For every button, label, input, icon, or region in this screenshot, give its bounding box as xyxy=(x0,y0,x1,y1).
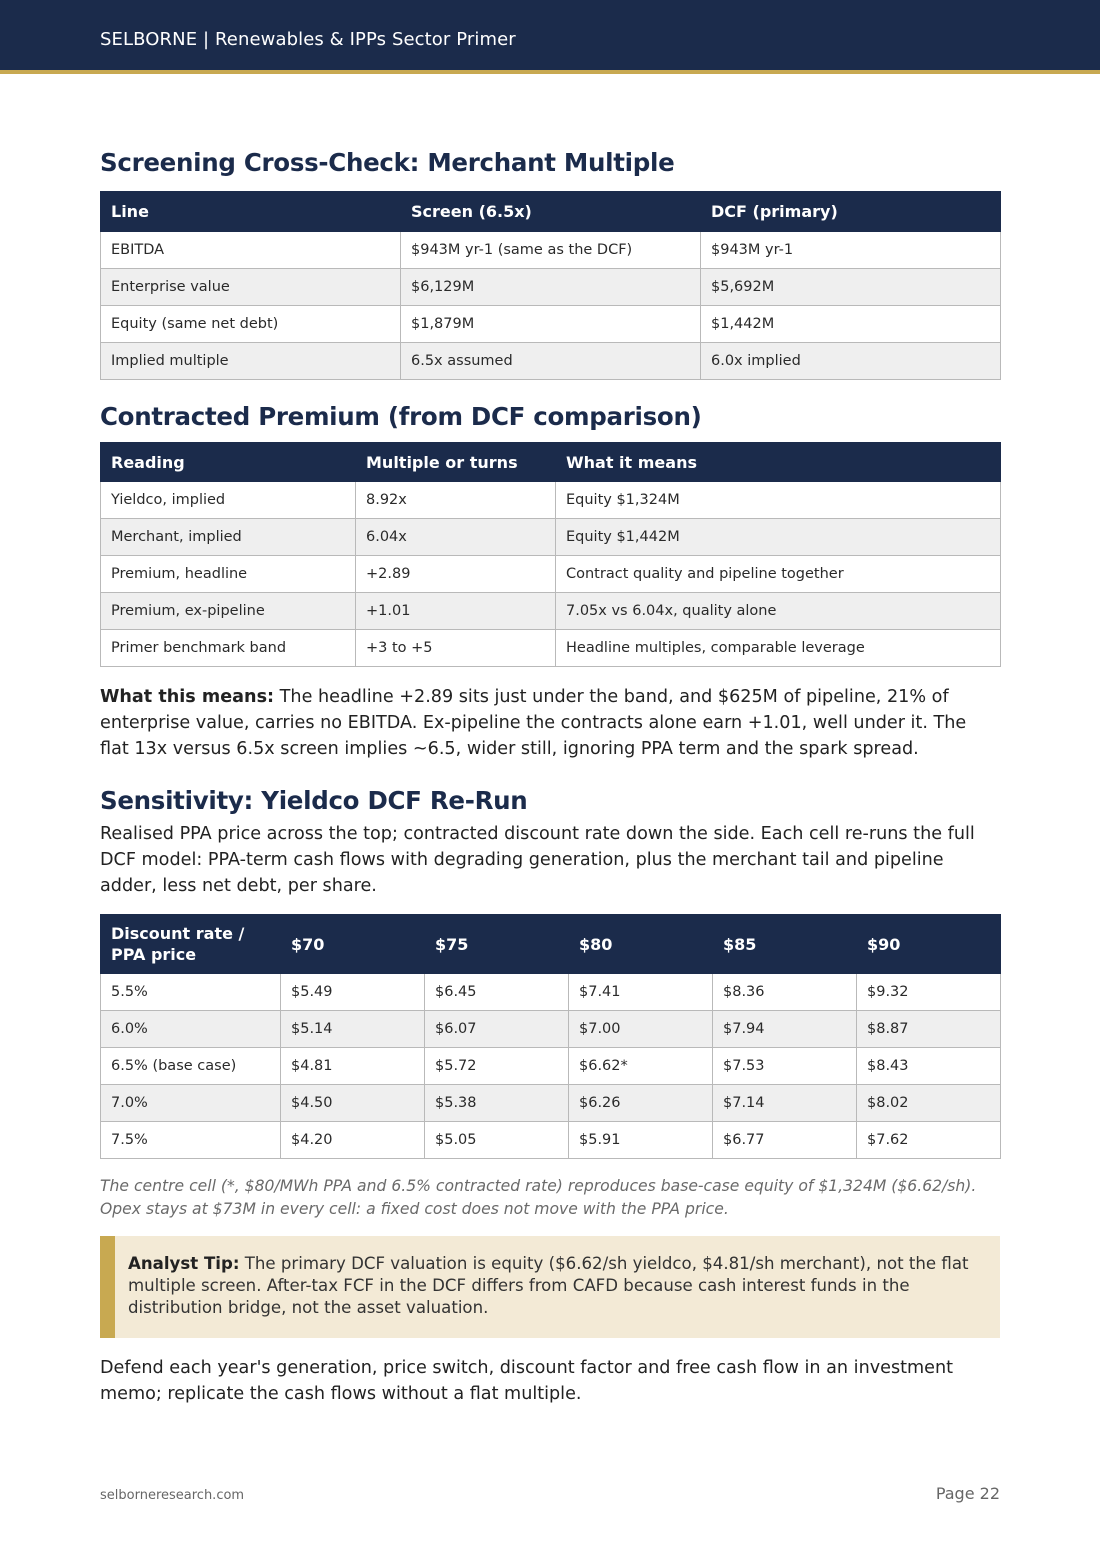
footer-page-number: Page 22 xyxy=(935,1484,1000,1503)
corner-header-line: PPA price xyxy=(111,945,197,964)
table-cell: 6.0% xyxy=(101,1011,281,1048)
table-row xyxy=(101,1122,1001,1159)
page-header xyxy=(0,0,1100,74)
table-cell: $6.07 xyxy=(425,1011,569,1048)
table-cell: $943M yr-1 xyxy=(701,232,1001,269)
column-header: $90 xyxy=(857,915,1001,974)
table-cell: $5.72 xyxy=(425,1048,569,1085)
section-heading-contracted-premium: Contracted Premium (from DCF comparison) xyxy=(100,402,702,431)
table-cell: 5.5% xyxy=(101,974,281,1011)
table-cell: $5.05 xyxy=(425,1122,569,1159)
table-cell: 7.05x vs 6.04x, quality alone xyxy=(556,593,1001,630)
footer-website: selborneresearch.com xyxy=(100,1488,245,1503)
table-cell: $7.94 xyxy=(713,1011,857,1048)
table-cell: Primer benchmark band xyxy=(101,630,356,667)
table-cell: $4.81 xyxy=(281,1048,425,1085)
table-cell: 6.04x xyxy=(356,519,556,556)
contracted-premium-table xyxy=(100,442,1001,667)
table-cell: EBITDA xyxy=(101,232,401,269)
table-cell: $9.32 xyxy=(857,974,1001,1011)
table-cell: +3 to +5 xyxy=(356,630,556,667)
table-cell: $6.45 xyxy=(425,974,569,1011)
corner-header xyxy=(101,915,281,974)
section-heading-merchant-multiple: Screening Cross-Check: Merchant Multiple xyxy=(100,148,675,177)
section-heading-sensitivity: Sensitivity: Yieldco DCF Re-Run xyxy=(100,786,528,815)
table-cell: $5.14 xyxy=(281,1011,425,1048)
table-cell: $4.50 xyxy=(281,1085,425,1122)
table-row xyxy=(101,1048,1001,1085)
header-title: SELBORNE | Renewables & IPPs Sector Primer xyxy=(100,29,516,50)
table-cell: $7.62 xyxy=(857,1122,1001,1159)
sensitivity-table xyxy=(100,914,1001,1159)
table-cell: +2.89 xyxy=(356,556,556,593)
table-header-row xyxy=(101,915,1001,974)
table-row xyxy=(101,630,1001,667)
column-header: Line xyxy=(101,192,401,232)
table-cell: $7.00 xyxy=(569,1011,713,1048)
table-row xyxy=(101,343,1001,380)
table-cell: Yieldco, implied xyxy=(101,482,356,519)
closing-paragraph: Defend each year's generation, price switch, discount factor and free cash flow in an investment memo; replicate the cash flows without a flat multiple. xyxy=(100,1358,954,1404)
table-cell: Contract quality and pipeline together xyxy=(556,556,1001,593)
table-cell: Equity $1,442M xyxy=(556,519,1001,556)
table-row xyxy=(101,482,1001,519)
analyst-tip-text: The primary DCF valuation is equity ($6.62/sh yieldco, $4.81/sh merchant), not the flat multiple screen. After-tax FCF in the DCF differs from CAFD because cash interest funds in the distribution bridge, not the asset valuation. xyxy=(128,1254,969,1317)
what-this-means-paragraph xyxy=(100,684,1000,762)
column-header: $75 xyxy=(425,915,569,974)
what-this-means-text: The headline +2.89 sits just under the band, and $625M of pipeline, 21% of enterprise value, carries no EBITDA. Ex-pipeline the contracts alone earn +1.01, well under it. The flat 13x versus 6.5x screen implies ~6.5, wider still, ignoring PPA term and the spark spread. xyxy=(100,687,967,759)
column-header: DCF (primary) xyxy=(701,192,1001,232)
analyst-tip-label: Analyst Tip: xyxy=(128,1254,240,1273)
table-cell: 6.5x assumed xyxy=(401,343,701,380)
column-header: Reading xyxy=(101,443,356,482)
what-this-means-label: What this means: xyxy=(100,687,275,707)
column-header: Multiple or turns xyxy=(356,443,556,482)
table-row xyxy=(101,269,1001,306)
table-cell: $943M yr-1 (same as the DCF) xyxy=(401,232,701,269)
table-cell: Equity (same net debt) xyxy=(101,306,401,343)
table-cell: Implied multiple xyxy=(101,343,401,380)
table-cell: $6,129M xyxy=(401,269,701,306)
table-cell: 6.5% (base case) xyxy=(101,1048,281,1085)
table-cell: Merchant, implied xyxy=(101,519,356,556)
table-row xyxy=(101,593,1001,630)
table-cell: $1,879M xyxy=(401,306,701,343)
table-row xyxy=(101,974,1001,1011)
table-cell: $7.14 xyxy=(713,1085,857,1122)
table-cell: $5.38 xyxy=(425,1085,569,1122)
column-header: Screen (6.5x) xyxy=(401,192,701,232)
table-cell: $5.91 xyxy=(569,1122,713,1159)
column-header: $80 xyxy=(569,915,713,974)
merchant-multiple-table xyxy=(100,191,1001,380)
column-header: What it means xyxy=(556,443,1001,482)
analyst-tip-box xyxy=(100,1236,1000,1338)
table-row xyxy=(101,519,1001,556)
table-header-row xyxy=(101,192,1001,232)
table-row xyxy=(101,1011,1001,1048)
table-cell: 6.0x implied xyxy=(701,343,1001,380)
analyst-tip-paragraph xyxy=(128,1253,980,1319)
page-content xyxy=(100,148,1000,1407)
table-cell: $7.41 xyxy=(569,974,713,1011)
table-row xyxy=(101,306,1001,343)
table-cell: Premium, headline xyxy=(101,556,356,593)
column-header: $70 xyxy=(281,915,425,974)
table-cell: $8.43 xyxy=(857,1048,1001,1085)
table-header-row xyxy=(101,443,1001,482)
table-row xyxy=(101,232,1001,269)
table-cell: $5.49 xyxy=(281,974,425,1011)
table-cell: Equity $1,324M xyxy=(556,482,1001,519)
table-cell: $8.36 xyxy=(713,974,857,1011)
table-cell: $6.26 xyxy=(569,1085,713,1122)
table-cell: 7.0% xyxy=(101,1085,281,1122)
table-cell: $6.62* xyxy=(569,1048,713,1085)
table-row xyxy=(101,1085,1001,1122)
table-cell: $1,442M xyxy=(701,306,1001,343)
column-header: $85 xyxy=(713,915,857,974)
table-cell: 7.5% xyxy=(101,1122,281,1159)
table-cell: $4.20 xyxy=(281,1122,425,1159)
corner-header-line: Discount rate / xyxy=(111,924,245,943)
table-cell: Premium, ex-pipeline xyxy=(101,593,356,630)
sensitivity-note: The centre cell (*, $80/MWh PPA and 6.5% contracted rate) reproduces base-case equity of $1,324M ($6.62/sh). Opex stays at $73M in every cell: a fixed cost does not move with the PPA price. xyxy=(100,1177,977,1218)
table-cell: $5,692M xyxy=(701,269,1001,306)
table-cell: +1.01 xyxy=(356,593,556,630)
table-cell: Headline multiples, comparable leverage xyxy=(556,630,1001,667)
table-cell: $6.77 xyxy=(713,1122,857,1159)
table-cell: $7.53 xyxy=(713,1048,857,1085)
table-cell: $8.87 xyxy=(857,1011,1001,1048)
table-row xyxy=(101,556,1001,593)
sensitivity-intro: Realised PPA price across the top; contracted discount rate down the side. Each cell re-runs the full DCF model: PPA-term cash flows with degrading generation, plus the merchant tail and pipeline adder, less net debt, per share. xyxy=(100,824,975,896)
table-cell: Enterprise value xyxy=(101,269,401,306)
table-cell: $8.02 xyxy=(857,1085,1001,1122)
table-cell: 8.92x xyxy=(356,482,556,519)
